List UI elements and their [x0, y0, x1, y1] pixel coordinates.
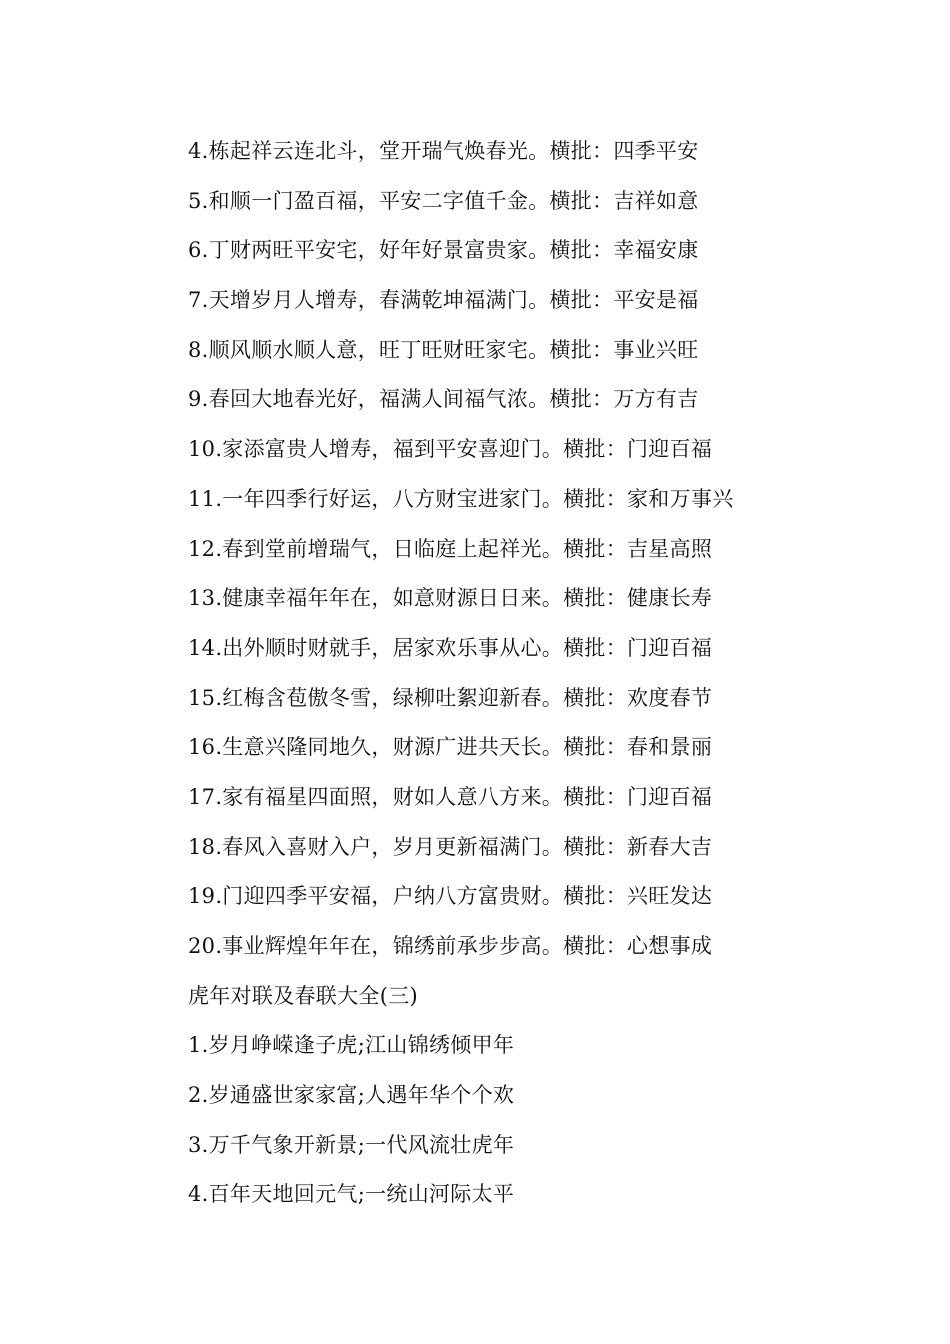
couplet-line-13: 13.健康幸福年年在，如意财源日日来。横批：健康长寿 — [188, 586, 713, 611]
tiger-couplet-1: 1.岁月峥嵘逢子虎;江山锦绣倾甲年 — [188, 1033, 515, 1058]
couplet-line-18: 18.春风入喜财入户，岁月更新福满门。横批：新春大吉 — [188, 834, 713, 859]
couplet-line-10: 10.家添富贵人增寿，福到平安喜迎门。横批：门迎百福 — [188, 437, 713, 462]
couplet-line-20: 20.事业辉煌年年在，锦绣前承步步高。横批：心想事成 — [188, 934, 713, 958]
couplet-line-12: 12.春到堂前增瑞气，日临庭上起祥光。横批：吉星高照 — [188, 536, 713, 561]
couplet-line-19: 19.门迎四季平安福，户纳八方富贵财。横批：兴旺发达 — [188, 884, 713, 909]
couplet-line-14: 14.出外顺时财就手，居家欢乐事从心。横批：门迎百福 — [188, 635, 713, 660]
couplet-line-4: 4.栋起祥云连北斗，堂开瑞气焕春光。横批：四季平安 — [188, 139, 699, 163]
couplet-line-16: 16.生意兴隆同地久，财源广进共天长。横批：春和景丽 — [188, 735, 713, 760]
tiger-couplet-4: 4.百年天地回元气;一统山河际太平 — [188, 1182, 515, 1207]
couplet-line-5: 5.和顺一门盈百福，平安二字值千金。横批：吉祥如意 — [188, 188, 699, 213]
couplet-line-9: 9.春回大地春光好，福满人间福气浓。横批：万方有吉 — [188, 387, 699, 412]
couplet-line-6: 6.丁财两旺平安宅，好年好景富贵家。横批：幸福安康 — [188, 238, 699, 263]
couplet-line-7: 7.天增岁月人增寿，春满乾坤福满门。横批：平安是福 — [188, 288, 699, 313]
couplet-line-11: 11.一年四季行好运，八方财宝进家门。横批：家和万事兴 — [188, 486, 734, 511]
couplet-line-17: 17.家有福星四面照，财如人意八方来。横批：门迎百福 — [188, 784, 713, 809]
document-body — [188, 133, 888, 1226]
couplet-line-15: 15.红梅含苞傲冬雪，绿柳吐絮迎新春。横批：欢度春节 — [188, 685, 713, 710]
couplet-line-8: 8.顺风顺水顺人意，旺丁旺财旺家宅。横批：事业兴旺 — [188, 337, 699, 362]
section-heading: 虎年对联及春联大全(三) — [188, 983, 418, 1008]
tiger-couplet-2: 2.岁通盛世家家富;人遇年华个个欢 — [188, 1083, 515, 1108]
tiger-couplet-3: 3.万千气象开新景;一代风流壮虎年 — [188, 1132, 515, 1157]
